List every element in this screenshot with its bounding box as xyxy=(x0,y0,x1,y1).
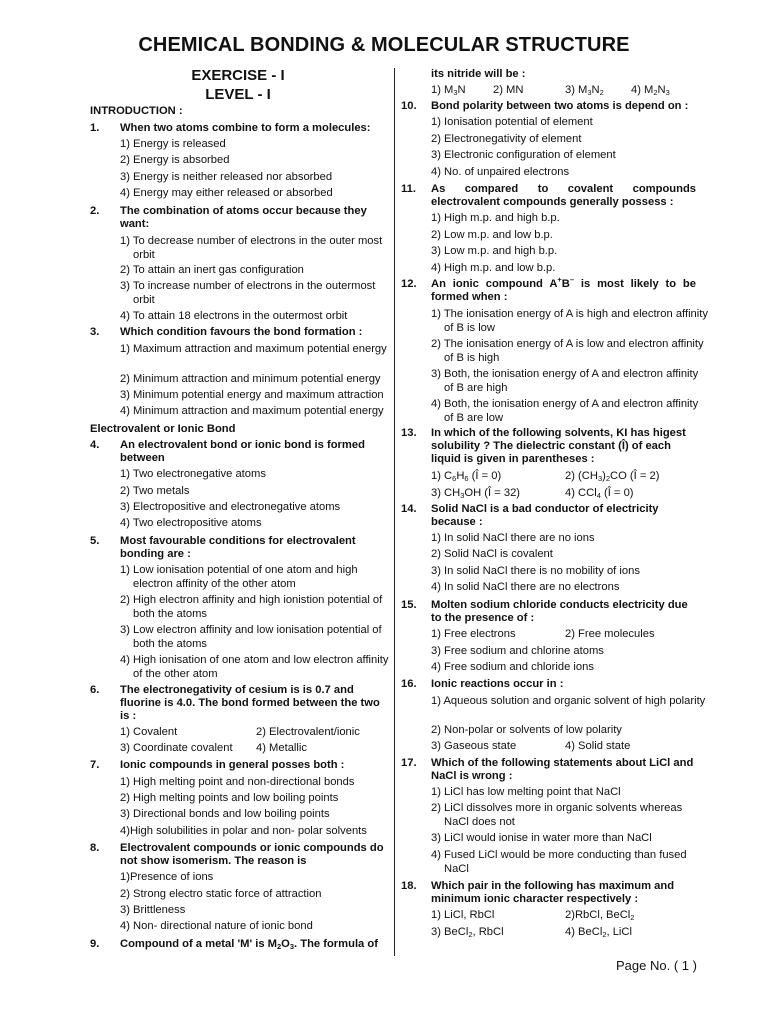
question-number: 17. xyxy=(401,757,417,769)
question-text: In which of the following solvents, KI has higest solubility ? The dielectric constant (Î) of each liquid is given in parentheses : xyxy=(431,427,686,465)
question-9-continued xyxy=(401,68,696,81)
option: 3) Brittleness xyxy=(120,904,186,916)
question-number: 9. xyxy=(90,938,100,950)
option: 2) To attain an inert gas configuration xyxy=(120,264,304,276)
option: 2) High melting points and low boiling points xyxy=(120,792,339,804)
column-divider xyxy=(394,68,395,956)
question-number: 12. xyxy=(401,278,417,290)
question-14 xyxy=(401,503,696,529)
option: 2) Low m.p. and low b.p. xyxy=(431,229,553,241)
question-number: 10. xyxy=(401,100,417,112)
option: 1) LiCl has low melting point that NaCl xyxy=(431,786,621,798)
option: 4) Free sodium and chloride ions xyxy=(431,661,594,673)
option: 1) Ionisation potential of element xyxy=(431,116,593,128)
question-13 xyxy=(401,427,696,466)
question-text: Solid NaCl is a bad conductor of electricity because : xyxy=(431,503,659,528)
option: 4) High ionisation of one atom and low electron affinity of the other atom xyxy=(120,654,389,680)
option: 4) Energy may either released or absorbed xyxy=(120,187,333,199)
option: 4) Solid state xyxy=(565,740,631,752)
option: 3) BeCl$_2$, RbCl xyxy=(431,926,504,939)
option: 4) To attain 18 electrons in the outermost orbit xyxy=(120,310,348,322)
question-text: An electrovalent bond or ionic bond is formed between xyxy=(120,439,365,464)
question-number: 18. xyxy=(401,880,417,892)
question-number: 14. xyxy=(401,503,417,515)
option: 2) MN xyxy=(493,84,524,96)
option: 1) High melting point and non-directional bonds xyxy=(120,776,355,788)
question-text: When two atoms combine to form a molecules: xyxy=(120,122,371,134)
question-text: Molten sodium chloride conducts electricity due to the presence of : xyxy=(431,599,688,624)
question-text: Which condition favours the bond formation : xyxy=(120,326,363,338)
question-number: 1. xyxy=(90,122,100,134)
question-text: As compared to covalent compounds xyxy=(431,183,696,195)
question-11 xyxy=(401,183,696,209)
question-number: 13. xyxy=(401,427,417,439)
question-16 xyxy=(401,678,696,691)
option: 4) Non- directional nature of ionic bond xyxy=(120,920,313,932)
option: 2) Solid NaCl is covalent xyxy=(431,548,553,560)
question-2 xyxy=(90,205,387,231)
question-number: 11. xyxy=(401,183,416,195)
option: 1)Presence of ions xyxy=(120,871,214,883)
question-text: Most favourable conditions for electrovalent bonding are : xyxy=(120,535,356,560)
question-1 xyxy=(90,122,387,135)
option: 1) LiCl, RbCl xyxy=(431,909,495,921)
question-number: 7. xyxy=(90,759,100,771)
question-text: The electronegativity of cesium is is 0.7 and fluorine is 4.0. The bond formed between the two is : xyxy=(120,684,380,722)
option: 3) To increase number of electrons in the outermost orbit xyxy=(120,280,376,306)
section-introduction: INTRODUCTION : xyxy=(90,105,183,117)
question-6 xyxy=(90,684,387,723)
section-electrovalent: Electrovalent or Ionic Bond xyxy=(90,423,236,435)
option: 2) Minimum attraction and minimum potential energy xyxy=(120,373,381,385)
question-7 xyxy=(90,759,387,772)
option: 4) No. of unpaired electrons xyxy=(431,166,570,178)
option: 3) Directional bonds and low boiling points xyxy=(120,808,330,820)
option: 4) Metallic xyxy=(256,742,307,754)
option: 2) The ionisation energy of A is low and electron affinity of B is high xyxy=(431,338,704,364)
exercise-heading: EXERCISE - I xyxy=(191,67,285,84)
question-number: 16. xyxy=(401,678,417,690)
question-text: An ionic compound A+B– is most likely to be xyxy=(431,275,696,290)
question-5 xyxy=(90,535,387,561)
question-17 xyxy=(401,757,696,783)
option: 1) Covalent xyxy=(120,726,178,738)
question-number: 4. xyxy=(90,439,100,451)
option: 3) Gaseous state xyxy=(431,740,517,752)
option: 4) Two electropositive atoms xyxy=(120,517,262,529)
option: 3) Free sodium and chlorine atoms xyxy=(431,645,604,657)
option: 3) Low electron affinity and low ionisation potential of both the atoms xyxy=(120,624,382,650)
option: 1) Two electronegative atoms xyxy=(120,468,266,480)
question-text: electrovalent compounds generally possess : xyxy=(431,196,674,208)
option: 3) Coordinate covalent xyxy=(120,742,233,754)
option: 1) $M_3N$ xyxy=(431,84,466,97)
question-text: its nitride will be : xyxy=(431,68,526,80)
question-number: 8. xyxy=(90,842,100,854)
option: 3) Electronic configuration of element xyxy=(431,149,616,161)
option: 3) In solid NaCl there is no mobility of ions xyxy=(431,565,640,577)
question-text: Compound of a metal 'M' is $M_2O_3$. The formula of xyxy=(120,938,378,951)
option: 2) High electron affinity and high ionistion potential of both the atoms xyxy=(120,594,383,620)
level-heading: LEVEL - I xyxy=(205,86,271,103)
option: 3) $M_3N_2$ xyxy=(565,84,604,97)
option: 1) To decrease number of electrons in the outer most orbit xyxy=(120,235,383,261)
question-text: Ionic compounds in general posses both : xyxy=(120,759,345,771)
question-3 xyxy=(90,326,387,339)
option: 3) $CH_3OH$ (Î = 32) xyxy=(431,487,521,500)
option: 2) Two metals xyxy=(120,485,190,497)
option: 2) $(CH_3)_2CO$ (Î = 2) xyxy=(565,470,660,483)
option: 1) Energy is released xyxy=(120,138,226,150)
option: 3) Energy is neither released nor absorbed xyxy=(120,171,333,183)
question-18 xyxy=(401,880,696,906)
option: 4) High m.p. and low b.p. xyxy=(431,262,556,274)
question-number: 3. xyxy=(90,326,100,338)
question-8 xyxy=(90,842,387,868)
question-number: 5. xyxy=(90,535,100,547)
option: 4) In solid NaCl there are no electrons xyxy=(431,581,620,593)
option: 4) CCl$_4$ (Î = 0) xyxy=(565,487,634,500)
option: 1) High m.p. and high b.p. xyxy=(431,212,560,224)
option: 2)RbCl, BeCl$_2$ xyxy=(565,909,635,922)
question-text: Bond polarity between two atoms is depend on : xyxy=(431,100,689,112)
page-title: CHEMICAL BONDING & MOLECULAR STRUCTURE xyxy=(138,34,630,56)
option: 4) BeCl$_2$, LiCl xyxy=(565,926,632,939)
option: 2) Free molecules xyxy=(565,628,655,640)
question-text: The combination of atoms occur because they want: xyxy=(120,205,367,230)
option: 2) Energy is absorbed xyxy=(120,154,230,166)
option: 1) Maximum attraction and maximum potential energy xyxy=(120,343,387,355)
question-text: Electrovalent compounds or ionic compounds do not show isomerism. The reason is xyxy=(120,842,384,867)
question-15 xyxy=(401,599,696,625)
option: 1) $C_6H_6$ (Î = 0) xyxy=(431,470,502,483)
option: 1) In solid NaCl there are no ions xyxy=(431,532,595,544)
option: 3) Both, the ionisation energy of A and electron affinity of B are high xyxy=(431,368,699,394)
option: 4)High solubilities in polar and non- polar solvents xyxy=(120,825,367,837)
option: 4) Both, the ionisation energy of A and electron affinity of B are low xyxy=(431,398,699,424)
question-text: Which pair in the following has maximum and minimum ionic character respectively : xyxy=(431,880,675,905)
option: 2) LiCl dissolves more in organic solvents whereas NaCl does not xyxy=(431,802,683,828)
option: 1) The ionisation energy of A is high and electron affinity of B is low xyxy=(431,308,708,334)
option: 4) $M_2N_3$ xyxy=(631,84,670,97)
option: 3) Electropositive and electronegative atoms xyxy=(120,501,341,513)
option: 1) Low ionisation potential of one atom and high electron affinity of the other atom xyxy=(120,564,358,590)
option: 2) Electrovalent/ionic xyxy=(256,726,360,738)
option: 1) Aqueous solution and organic solvent of high polarity xyxy=(431,695,706,707)
option: 1) Free electrons xyxy=(431,628,516,640)
question-number: 2. xyxy=(90,205,100,217)
page-number: Page No. ( 1 ) xyxy=(616,958,697,973)
option: 2) Strong electro static force of attraction xyxy=(120,888,322,900)
option: 3) Minimum potential energy and maximum attraction xyxy=(120,389,384,401)
option: 2) Non-polar or solvents of low polarity xyxy=(431,724,622,736)
question-9 xyxy=(90,938,387,951)
question-number: 15. xyxy=(401,599,417,611)
question-text: Which of the following statements about LiCl and NaCl is wrong : xyxy=(431,757,694,782)
option: 4) Fused LiCl would be more conducting than fused NaCl xyxy=(431,849,687,875)
option: 3) Low m.p. and high b.p. xyxy=(431,245,558,257)
question-12 xyxy=(401,275,696,304)
question-text: formed when : xyxy=(431,291,508,303)
question-text: Ionic reactions occur in : xyxy=(431,678,564,690)
option: 3) LiCl would ionise in water more than NaCl xyxy=(431,832,652,844)
option: 2) Electronegativity of element xyxy=(431,133,582,145)
question-number: 6. xyxy=(90,684,100,696)
question-4 xyxy=(90,439,387,465)
question-10 xyxy=(401,100,696,113)
option: 4) Minimum attraction and maximum potential energy xyxy=(120,405,384,417)
